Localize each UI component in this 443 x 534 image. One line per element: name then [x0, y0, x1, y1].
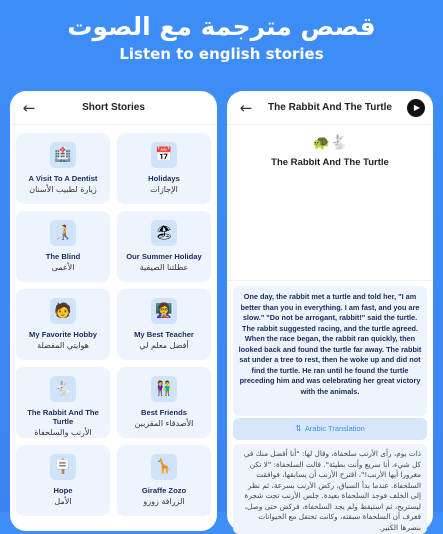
hobby-icon: 🧑 [50, 298, 76, 324]
story-title-ar: الأرنب والسلحفاة [34, 428, 92, 437]
story-title-en: Our Summer Holiday [126, 252, 202, 261]
story-title-en: My Favorite Hobby [29, 330, 97, 339]
translate-icon: ⇅ [295, 424, 302, 433]
beach-icon: 🏖 [151, 220, 177, 246]
hero-title: قصص مترجمة مع الصوت [67, 12, 376, 41]
story-title-en: The Rabbit And The Turtle [27, 408, 99, 426]
back-arrow-icon[interactable]: ← [239, 99, 253, 117]
app-header [227, 91, 433, 125]
story-title-en: Giraffe Zozo [141, 486, 187, 495]
screen-title: The Rabbit And The Turtle [268, 102, 392, 113]
story-card[interactable] [16, 133, 110, 204]
story-title-en: Holidays [148, 174, 180, 183]
translation-button-label: Arabic Translation [304, 424, 365, 433]
story-title-en: The Blind [45, 252, 81, 261]
teacher-icon: 👩‍🏫 [151, 298, 177, 324]
story-title-ar: الأعمى [51, 263, 75, 272]
story-title-en: A Visit To A Dentist [28, 174, 98, 183]
story-title-ar: الأمل [54, 497, 72, 506]
story-card[interactable] [16, 211, 110, 282]
story-card[interactable] [117, 133, 211, 204]
rabbit-icon: 🐇 [50, 376, 76, 402]
story-title-ar: زيارة لطبيب الأسنان [29, 185, 97, 194]
arabic-translation-button[interactable] [233, 418, 427, 440]
story-detail-screen [227, 91, 433, 531]
story-card[interactable] [117, 445, 211, 516]
dentist-icon: 🏥 [50, 142, 76, 168]
story-card[interactable] [117, 289, 211, 360]
short-stories-screen [10, 91, 217, 531]
english-story-text: One day, the rabbit met a turtle and told her, "I am better than you in everything. I am fast, and you are slow." "Do not be arrogant, rabbit!" said the turtle. The rabbit suggested racing, and the turtle agreed. When the race began, the rabbit ran quickly, then looked back and found the turtle far away. The rabbit sat under a tree to rest, then he woke up and did not find the turtle. He ran until he found the turtle preceding him and was celebrating her great victory with the animals. [233, 286, 427, 416]
story-card[interactable] [16, 367, 110, 438]
blind-person-icon: 🧑‍🦯 [50, 220, 76, 246]
calendar-icon: 📅 [151, 142, 177, 168]
story-title-ar: الأصدقاء المقربين [134, 419, 194, 428]
story-card[interactable] [16, 445, 110, 516]
story-title-en: My Best Teacher [134, 330, 194, 339]
app-header [10, 91, 217, 125]
story-card[interactable] [117, 367, 211, 438]
hero-subtitle: Listen to english stories [119, 45, 324, 63]
story-card[interactable] [117, 211, 211, 282]
play-icon[interactable]: ▶ [407, 99, 425, 117]
story-title-ar: عطلتنا الصيفية [139, 263, 189, 272]
giraffe-icon: 🦒 [151, 454, 177, 480]
story-title-ar: أفضل معلم لي [139, 341, 189, 350]
friends-icon: 👫 [151, 376, 177, 402]
story-title-ar: الزرافة زوزو [143, 497, 185, 506]
story-card[interactable] [16, 289, 110, 360]
hope-sign-icon: 🪧 [50, 454, 76, 480]
story-title-en: Best Friends [141, 408, 187, 417]
arabic-story-text: ذات يوم، رأى الأرنب سلحفاة، وقال لها: "أنا أفضل منك في كل شيء، أنا سريع وأنت بطيئة". قالت السلحفاة: "لا تكن مغرورا أيها الأرنب!"، اقترح الأرنب أن يسابقها، فوافقت السلحفاة. عندما بدأ السباق، ركض الأرنب بسرعة، ثم نظر إلى الخلف فوجد السلحفاة بعيدة. جلس الأرنب تحت شجرة ليستريح، ثم استيقظ ولم يجد السلحفاة، فركض حتى وصل، فعرف أن السلحفاة سبقته، وكانت تحتفل مع الحيوانات بنصرها الكبير. [233, 444, 427, 534]
story-title-en: Hope [53, 486, 73, 495]
back-arrow-icon[interactable]: ← [22, 99, 36, 117]
story-heading [227, 125, 433, 281]
screen-title: Short Stories [82, 102, 145, 113]
story-title-ar: هوايتي المفضلة [37, 341, 89, 350]
story-grid [10, 125, 217, 524]
rabbit-turtle-icon: 🐢🐇 [312, 135, 348, 151]
story-title-ar: الإجازات [150, 185, 178, 194]
story-title: The Rabbit And The Turtle [271, 157, 389, 168]
